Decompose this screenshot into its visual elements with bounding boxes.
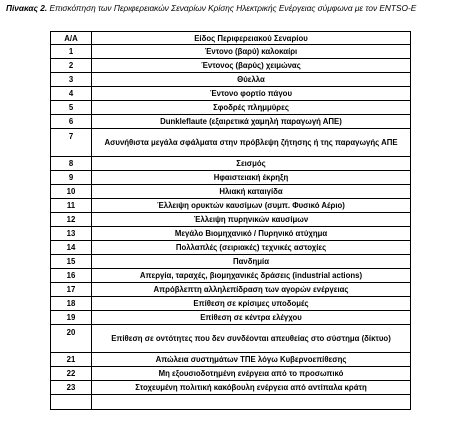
row-index: 11	[51, 199, 92, 213]
row-index: 1	[51, 45, 92, 59]
row-index: 3	[51, 73, 92, 87]
row-scenario: Έντονο φορτίο πάγου	[92, 87, 411, 101]
row-scenario: Σφοδρές πλημμύρες	[92, 101, 411, 115]
table-row	[51, 157, 411, 171]
table-row	[51, 325, 411, 353]
row-scenario: Επίθεση σε κρίσιμες υποδομές	[92, 297, 411, 311]
row-index: 23	[51, 381, 92, 395]
table-row	[51, 59, 411, 73]
row-scenario: Σεισμός	[92, 157, 411, 171]
header-index: Α/Α	[51, 32, 92, 45]
row-scenario: Μη εξουσιοδοτημένη ενέργεια από το προσωπικό	[92, 367, 411, 381]
row-scenario: Έλλειψη πυρηνικών καυσίμων	[92, 213, 411, 227]
row-scenario: Επίθεση σε οντότητες που δεν συνδέονται απευθείας στο σύστημα (δίκτυο)	[92, 325, 411, 353]
row-scenario: Απεργία, ταραχές, βιομηχανικές δράσεις (industrial actions)	[92, 269, 411, 283]
row-scenario	[92, 395, 411, 410]
table-caption	[6, 3, 416, 13]
row-scenario: Μεγάλο Βιομηχανικό / Πυρηνικό ατύχημα	[92, 227, 411, 241]
row-scenario: Στοχευμένη πολιτική κακόβουλη ενέργεια από αντίπαλα κράτη	[92, 381, 411, 395]
row-scenario: Απώλεια συστημάτων ΤΠΕ λόγω Κυβερνοεπίθεσης	[92, 353, 411, 367]
row-index: 4	[51, 87, 92, 101]
table-row	[51, 101, 411, 115]
table-row	[51, 87, 411, 101]
row-index	[51, 395, 92, 410]
crisis-scenarios-table	[50, 31, 411, 410]
row-index: 2	[51, 59, 92, 73]
table-row	[51, 185, 411, 199]
row-index: 8	[51, 157, 92, 171]
row-scenario: Πανδημία	[92, 255, 411, 269]
table-row	[51, 283, 411, 297]
row-scenario: Dunkleflaute (εξαιρετικά χαμηλή παραγωγή ΑΠΕ)	[92, 115, 411, 129]
row-scenario: Απρόβλεπτη αλληλεπίδραση των αγορών ενέργειας	[92, 283, 411, 297]
table-row	[51, 115, 411, 129]
table-row	[51, 297, 411, 311]
row-index: 22	[51, 367, 92, 381]
row-index: 13	[51, 227, 92, 241]
row-index: 16	[51, 269, 92, 283]
row-index: 7	[51, 129, 92, 157]
row-scenario: Επίθεση σε κέντρα ελέγχου	[92, 311, 411, 325]
table-row	[51, 353, 411, 367]
table-body	[51, 45, 411, 410]
table-row	[51, 311, 411, 325]
row-index: 10	[51, 185, 92, 199]
caption-label: Πίνακας 2.	[6, 3, 48, 13]
row-index: 21	[51, 353, 92, 367]
caption-text: Επισκόπηση των Περιφερειακών Σεναρίων Κρίσης Ηλεκτρικής Ενέργειας σύμφωνα με τον ENTSO-E	[47, 3, 417, 13]
row-index: 14	[51, 241, 92, 255]
header-scenario-type: Είδος Περιφερειακού Σεναρίου	[92, 32, 411, 45]
row-scenario: Πολλαπλές (σειριακές) τεχνικές αστοχίες	[92, 241, 411, 255]
table-row	[51, 227, 411, 241]
row-index: 20	[51, 325, 92, 353]
table-row	[51, 367, 411, 381]
table-row	[51, 241, 411, 255]
table-row	[51, 171, 411, 185]
row-index: 19	[51, 311, 92, 325]
row-scenario: Έντονο (βαρύ) καλοκαίρι	[92, 45, 411, 59]
table-row	[51, 213, 411, 227]
table-row	[51, 269, 411, 283]
table-row	[51, 255, 411, 269]
table-row	[51, 45, 411, 59]
table-row	[51, 129, 411, 157]
table-row	[51, 73, 411, 87]
table-row	[51, 199, 411, 213]
table-row	[51, 395, 411, 410]
row-scenario: Έλλειψη ορυκτών καυσίμων (συμπ. Φυσικό Αέριο)	[92, 199, 411, 213]
row-index: 5	[51, 101, 92, 115]
row-index: 12	[51, 213, 92, 227]
row-scenario: Έντονος (βαρύς) χειμώνας	[92, 59, 411, 73]
table-header-row	[51, 32, 411, 45]
row-scenario: Ηφαιστειακή έκρηξη	[92, 171, 411, 185]
row-scenario: Ασυνήθιστα μεγάλα σφάλματα στην πρόβλεψη ζήτησης ή της παραγωγής ΑΠΕ	[92, 129, 411, 157]
row-index: 9	[51, 171, 92, 185]
row-index: 15	[51, 255, 92, 269]
row-index: 6	[51, 115, 92, 129]
row-scenario: Θύελλα	[92, 73, 411, 87]
table-row	[51, 381, 411, 395]
row-index: 18	[51, 297, 92, 311]
row-scenario: Ηλιακή καταιγίδα	[92, 185, 411, 199]
row-index: 17	[51, 283, 92, 297]
